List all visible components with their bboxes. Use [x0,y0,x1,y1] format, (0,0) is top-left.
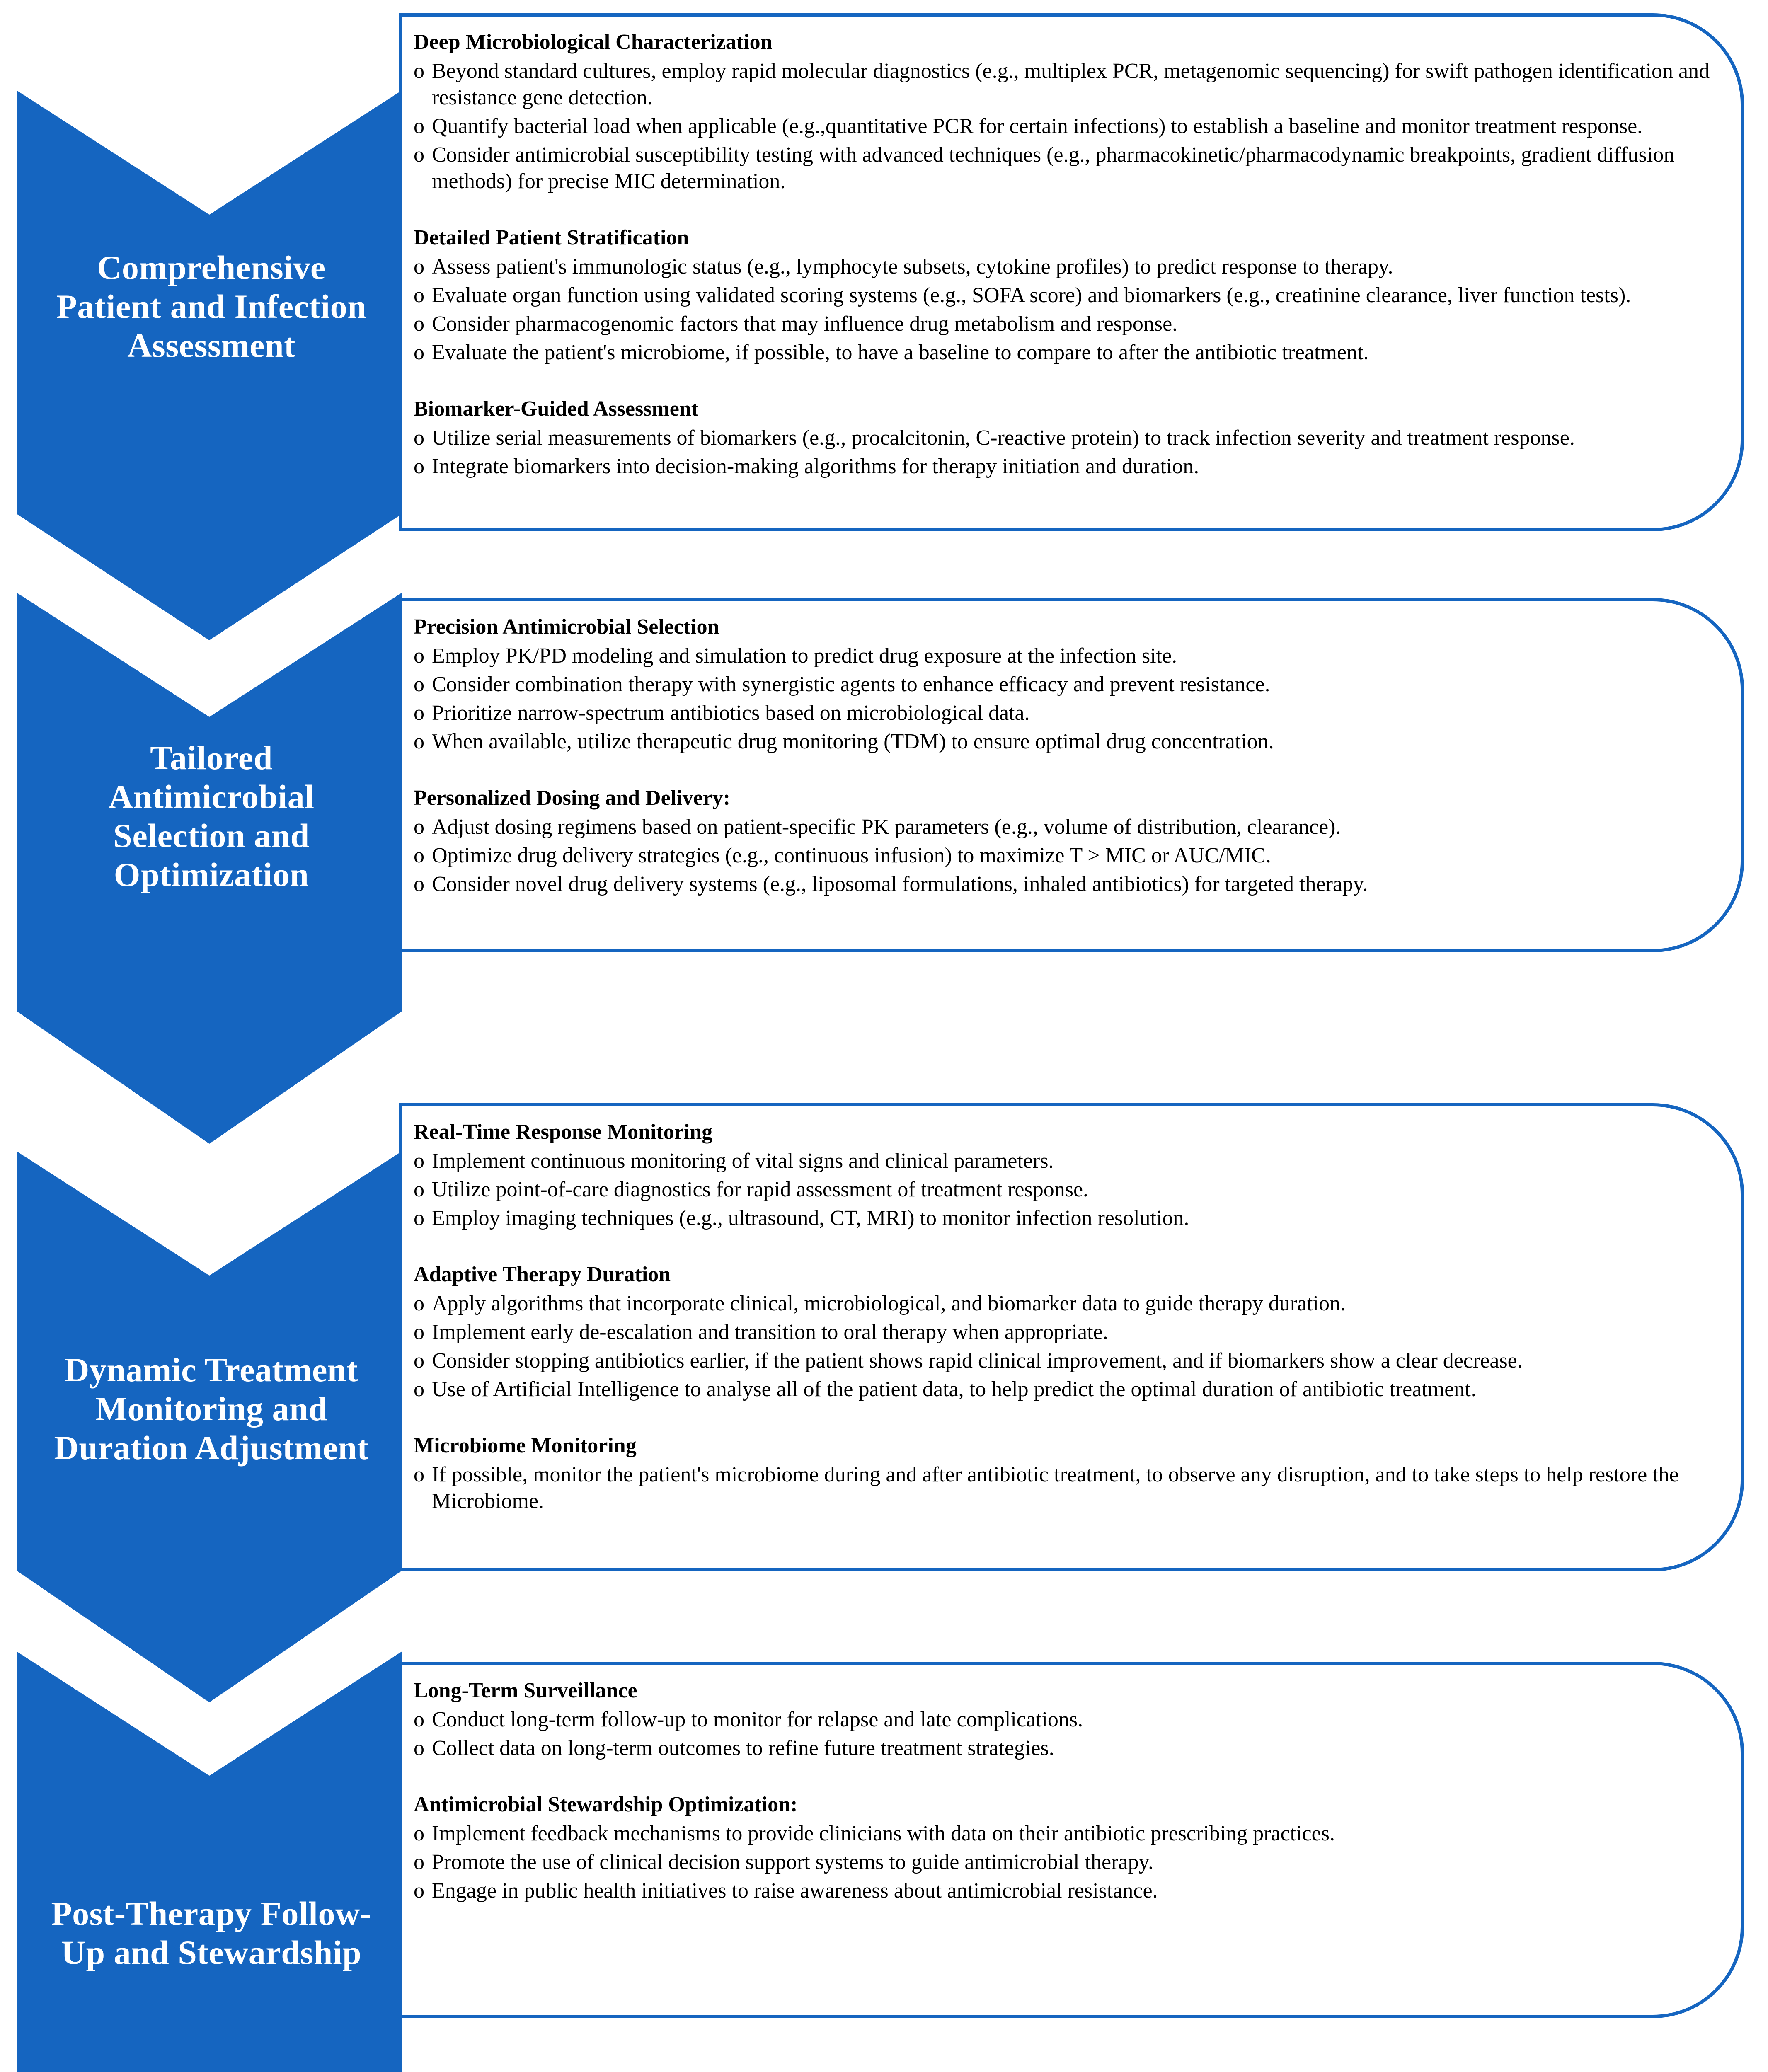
detail-section [414,784,1724,898]
bullet-item [414,1176,1724,1203]
stage-title-4: Post-Therapy Follow- Up and Stewardship [51,1895,372,1971]
bullet-text: Evaluate the patient's microbiome, if possible, to have a baseline to compare to after the antibiotic treatment. [432,341,1369,364]
bullet-marker: o [414,1292,424,1315]
bullet-marker: o [414,1206,424,1230]
bullet-text: Consider combination therapy with synergistic agents to enhance efficacy and prevent resistance. [432,673,1270,696]
detail-section [414,1261,1724,1403]
bullet-text: Engage in public health initiatives to raise awareness about antimicrobial resistance. [432,1879,1158,1903]
section-heading: Personalized Dosing and Delivery: [414,786,731,810]
detail-section [414,1118,1724,1232]
bullet-marker: o [414,701,424,725]
detail-section [414,613,1724,755]
section-heading: Real-Time Response Monitoring [414,1120,713,1144]
stage-title-3: Dynamic Treatment Monitoring and Duration Adjustment [54,1351,369,1467]
bullet-text: Use of Artificial Intelligence to analyse all of the patient data, to help predict the optimal duration of antibiotic treatment. [432,1377,1476,1401]
bullet-marker: o [414,730,424,753]
detail-section [414,395,1724,480]
bullet-marker: o [414,1377,424,1401]
bullet-marker: o [414,844,424,867]
section-heading: Antimicrobial Stewardship Optimization: [414,1793,798,1816]
bullet-item [414,254,1724,280]
detail-section [414,1432,1724,1515]
bullet-text: Prioritize narrow-spectrum antibiotics based on microbiological data. [432,701,1030,725]
bullet-item [414,1348,1724,1374]
bullet-marker: o [414,815,424,839]
bullet-item [414,113,1724,140]
bullet-marker: o [414,1349,424,1372]
detail-section [414,28,1724,195]
bullet-item [414,1735,1724,1762]
bullet-marker: o [414,341,424,364]
section-heading: Deep Microbiological Characterization [414,30,773,54]
bullet-marker: o [414,644,424,668]
section-heading: Biomarker-Guided Assessment [414,397,699,421]
bullet-item [414,1148,1724,1174]
bullet-item [414,425,1724,451]
bullet-text: Implement continuous monitoring of vital signs and clinical parameters. [432,1149,1054,1173]
detail-section [414,1791,1724,1904]
bullet-marker: o [414,114,424,138]
stage-title-1: Comprehensive Patient and Infection Assessment [56,249,367,364]
section-heading: Long-Term Surveillance [414,1679,637,1702]
bullet-marker: o [414,673,424,696]
stage-details-box-1 [399,13,1744,531]
bullet-text: Consider antimicrobial susceptibility testing with advanced techniques (e.g., pharmacokinetic/pharmacodynamic breakpoints, gradient diffusion methods) for precise MIC determination. [432,143,1675,193]
bullet-item [414,729,1724,755]
stage-title-2: Tailored Antimicrobial Selection and Optimization [108,739,315,893]
bullet-item [414,142,1724,195]
bullet-item [414,1878,1724,1904]
bullet-item [414,671,1724,698]
bullet-marker: o [414,1149,424,1173]
bullet-marker: o [414,1178,424,1201]
bullet-marker: o [414,1736,424,1760]
section-heading: Precision Antimicrobial Selection [414,615,719,639]
bullet-marker: o [414,143,424,167]
bullet-text: If possible, monitor the patient's microbiome during and after antibiotic treatment, to observe any disruption, and to take steps to help restore the Microbiome. [432,1463,1679,1513]
stage-details-box-2 [399,598,1744,952]
bullet-text: Beyond standard cultures, employ rapid molecular diagnostics (e.g., multiplex PCR, metagenomic sequencing) for swift pathogen identification and resistance gene detection. [432,59,1710,109]
bullet-marker: o [414,1708,424,1731]
bullet-item [414,1376,1724,1403]
bullet-text: Conduct long-term follow-up to monitor for relapse and late complications. [432,1708,1083,1731]
bullet-item [414,453,1724,480]
bullet-item [414,311,1724,337]
bullet-text: Consider pharmacogenomic factors that may influence drug metabolism and response. [432,312,1178,336]
bullet-text: Promote the use of clinical decision support systems to guide antimicrobial therapy. [432,1850,1154,1874]
stage-details-box-3 [399,1103,1744,1571]
bullet-text: Utilize point-of-care diagnostics for rapid assessment of treatment response. [432,1178,1089,1201]
detail-section [414,224,1724,366]
bullet-marker: o [414,1850,424,1874]
bullet-text: Employ PK/PD modeling and simulation to predict drug exposure at the infection site. [432,644,1177,668]
bullet-text: When available, utilize therapeutic drug monitoring (TDM) to ensure optimal drug concentration. [432,730,1274,753]
bullet-text: Implement early de-escalation and transition to oral therapy when appropriate. [432,1320,1108,1344]
bullet-item [414,1820,1724,1847]
bullet-text: Integrate biomarkers into decision-making algorithms for therapy initiation and duration. [432,455,1199,478]
bullet-item [414,814,1724,840]
bullet-text: Consider stopping antibiotics earlier, if the patient shows rapid clinical improvement, and if biomarkers show a clear decrease. [432,1349,1523,1372]
stage-details-box-4 [399,1662,1744,2018]
bullet-text: Evaluate organ function using validated scoring systems (e.g., SOFA score) and biomarkers (e.g., creatinine clearance, liver function tests). [432,283,1631,307]
bullet-item [414,1849,1724,1876]
bullet-marker: o [414,872,424,896]
bullet-item [414,339,1724,366]
bullet-marker: o [414,283,424,307]
bullet-marker: o [414,1822,424,1845]
bullet-text: Implement feedback mechanisms to provide clinicians with data on their antibiotic prescribing practices. [432,1822,1335,1845]
bullet-text: Quantify bacterial load when applicable (e.g.,quantitative PCR for certain infections) to establish a baseline and monitor treatment response. [432,114,1643,138]
section-heading: Microbiome Monitoring [414,1434,637,1457]
bullet-marker: o [414,1463,424,1486]
bullet-item [414,1290,1724,1317]
bullet-text: Assess patient's immunologic status (e.g., lymphocyte subsets, cytokine profiles) to predict response to therapy. [432,255,1393,278]
bullet-marker: o [414,255,424,278]
bullet-text: Collect data on long-term outcomes to refine future treatment strategies. [432,1736,1054,1760]
detail-section [414,1677,1724,1762]
section-heading: Adaptive Therapy Duration [414,1263,671,1286]
bullet-item [414,842,1724,869]
bullet-item [414,700,1724,726]
bullet-item [414,1205,1724,1232]
bullet-text: Utilize serial measurements of biomarkers (e.g., procalcitonin, C-reactive protein) to track infection severity and treatment response. [432,426,1575,450]
bullet-text: Optimize drug delivery strategies (e.g., continuous infusion) to maximize T > MIC or AUC/MIC. [432,844,1271,867]
bullet-text: Adjust dosing regimens based on patient-specific PK parameters (e.g., volume of distribution, clearance). [432,815,1341,839]
bullet-text: Apply algorithms that incorporate clinical, microbiological, and biomarker data to guide therapy duration. [432,1292,1346,1315]
bullet-item [414,1462,1724,1515]
bullet-text: Employ imaging techniques (e.g., ultrasound, CT, MRI) to monitor infection resolution. [432,1206,1189,1230]
bullet-item [414,643,1724,669]
bullet-item [414,1706,1724,1733]
bullet-item [414,58,1724,111]
bullet-item [414,282,1724,309]
bullet-marker: o [414,312,424,336]
bullet-item [414,871,1724,898]
bullet-marker: o [414,59,424,83]
section-heading: Detailed Patient Stratification [414,226,689,249]
bullet-marker: o [414,426,424,450]
bullet-marker: o [414,1320,424,1344]
bullet-text: Consider novel drug delivery systems (e.g., liposomal formulations, inhaled antibiotics) for targeted therapy. [432,872,1368,896]
bullet-marker: o [414,1879,424,1903]
bullet-item [414,1319,1724,1346]
bullet-marker: o [414,455,424,478]
